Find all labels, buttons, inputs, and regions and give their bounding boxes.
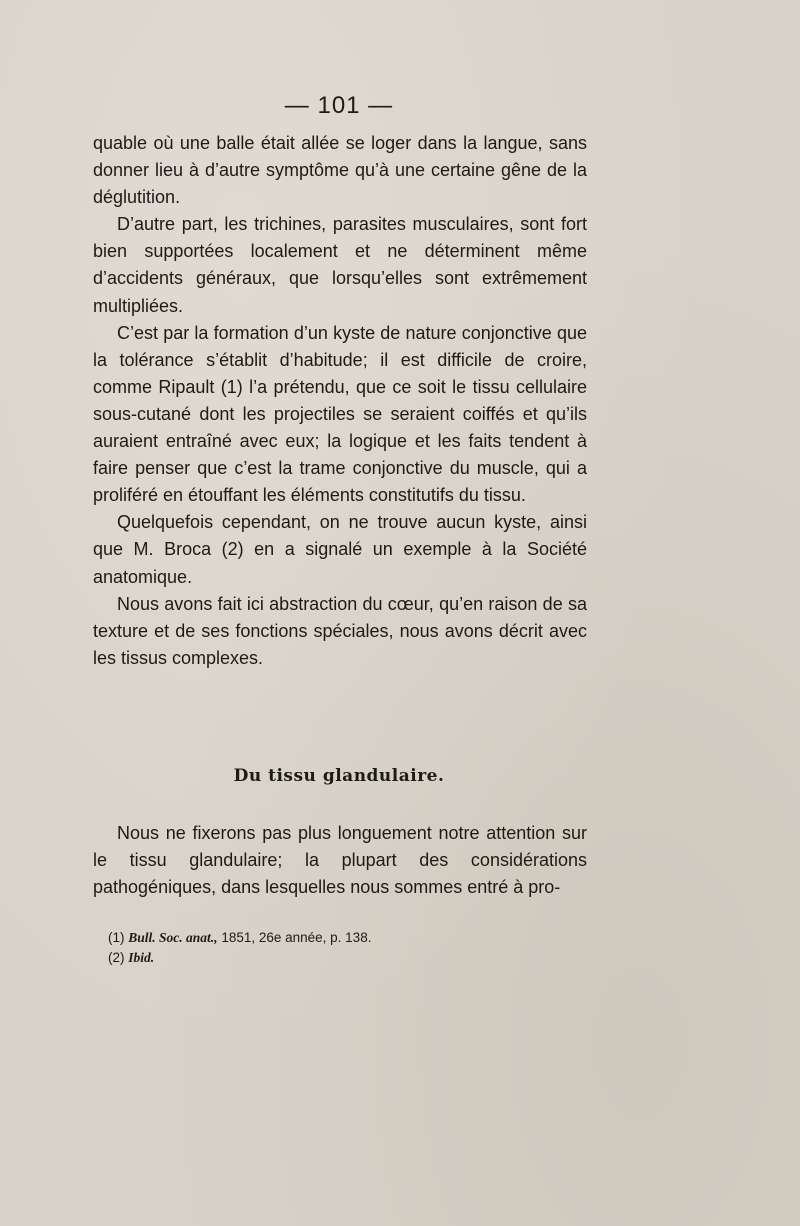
footnotes bbox=[108, 928, 588, 968]
footnote-source: Ibid. bbox=[128, 950, 155, 965]
footnote bbox=[108, 928, 588, 948]
footnote-source: Bull. Soc. anat., bbox=[128, 930, 218, 945]
footnote-marker: (2) bbox=[108, 950, 125, 965]
paragraph: quable où une balle était allée se loger dans la langue, sans donner lieu à d’autre symptôme qu’à une certaine gêne de la déglutition. bbox=[93, 133, 587, 208]
paragraph: Nous ne fixerons pas plus longuement notre attention sur le tissu glandulaire; la plupart des considérations pathogéniques, dans lesquelles nous sommes entré à pro- bbox=[93, 823, 587, 898]
section-heading: Du tissu glandulaire. bbox=[233, 766, 445, 786]
paragraph: C’est par la formation d’un kyste de nature conjonctive que la tolérance s’établit d’habitude; il est difficile de croire, comme Ripault (1) l’a prétendu, que ce soit le tissu cellulaire sous-cutané dont les projectiles se seraient coiffés et qu’ils auraient entraîné avec eux; la logique et les faits tendent à faire penser que c’est la trame conjonctive du muscle, qui a proliféré en étouffant les éléments constitutifs du tissu. bbox=[93, 322, 587, 506]
main-text bbox=[93, 130, 587, 672]
page-number: — 101 — bbox=[284, 92, 394, 119]
paragraph: Quelquefois cependant, on ne trouve aucun kyste, ainsi que M. Broca (2) en a signalé un exemple à la Société anatomique. bbox=[93, 512, 587, 587]
footnote-details: 1851, 26e année, p. 138. bbox=[221, 930, 372, 945]
footnote-marker: (1) bbox=[108, 930, 125, 945]
footnote bbox=[108, 948, 588, 968]
paragraph: D’autre part, les trichines, parasites musculaires, sont fort bien supportées localement et ne déterminent même d’accidents généraux, que lorsqu’elles sont extrêmement multipliées. bbox=[93, 214, 587, 316]
section-text bbox=[93, 820, 587, 901]
paragraph: Nous avons fait ici abstraction du cœur, qu’en raison de sa texture et de ses fonctions spéciales, nous avons décrit avec les tissus complexes. bbox=[93, 593, 587, 668]
